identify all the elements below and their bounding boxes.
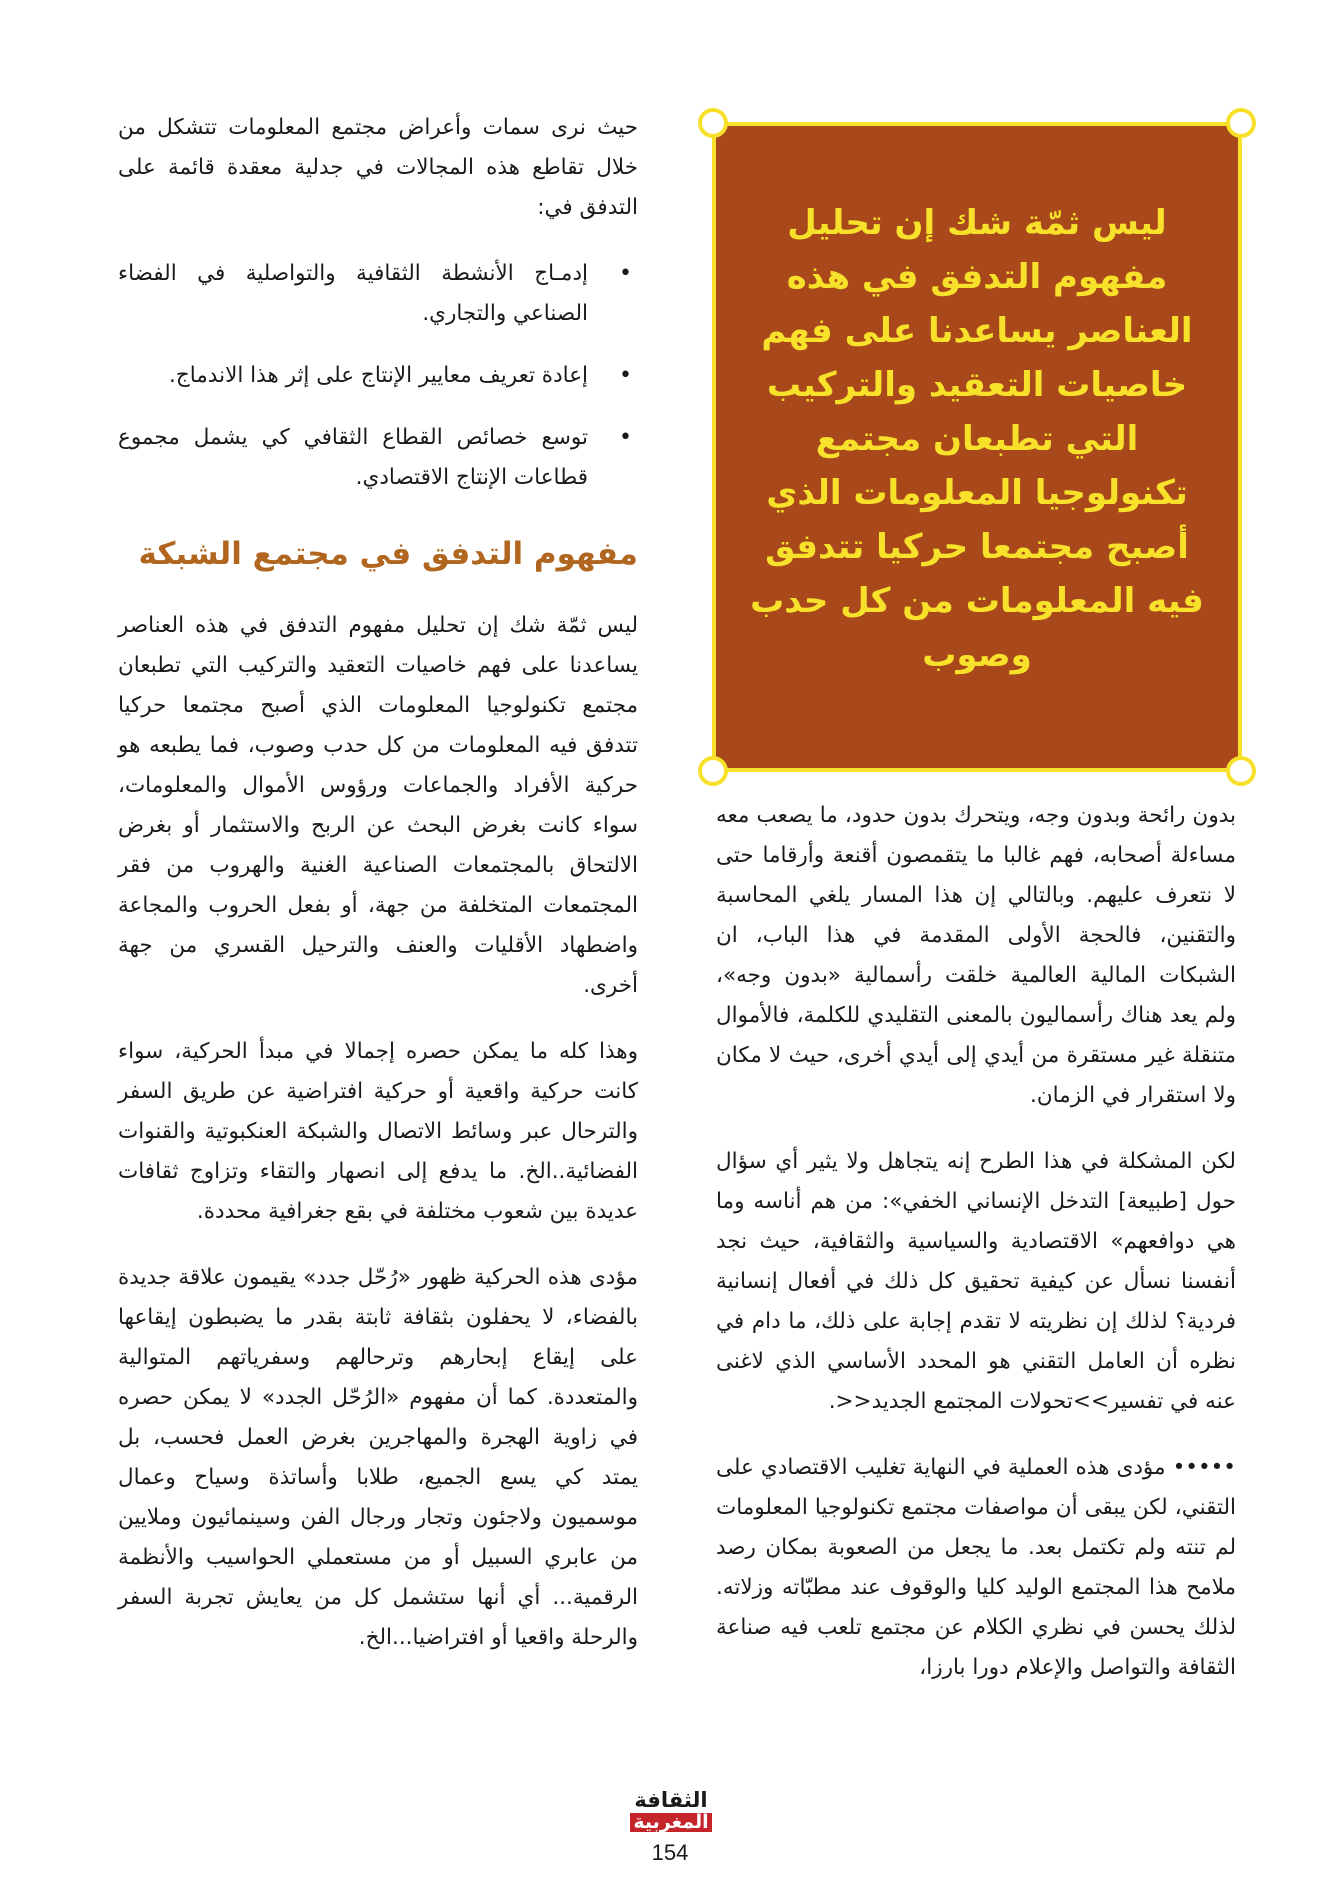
magazine-logo bbox=[630, 1790, 712, 1832]
logo-line-2: المغربية bbox=[630, 1813, 712, 1832]
body-paragraph: لكن المشكلة في هذا الطرح إنه يتجاهل ولا يثير أي سؤال حول [طبيعة] التدخل الإنساني الخفي»: من هم أناسه وما هي دوافعهم» الاقتصادية والسياسية والثقافية، حيث نجد أنفسنا نسأل عن كيفية تحقيق كل ذلك في أفعال إنسانية فردية؟ لذلك إن نظريته لا تقدم إجابة على ذلك، ما دام في نظره أن العامل التقني هو المحدد الأساسي الذي لاغنى عنه في تفسير>>تحولات المجتمع الجديد<<. bbox=[716, 1149, 1236, 1414]
bullet-text: إعادة تعريف معايير الإنتاج على إثر هذا الاندماج. bbox=[169, 363, 588, 388]
bullet-item bbox=[118, 418, 632, 498]
bullet-text: إدمـاج الأنشطة الثقافية والتواصلية في الفضاء الصناعي والتجاري. bbox=[118, 261, 588, 326]
bullet-text: توسع خصائص القطاع الثقافي كي يشمل مجموع قطاعات الإنتاج الاقتصادي. bbox=[118, 425, 588, 490]
bullet-list bbox=[118, 254, 638, 498]
body-paragraph: ••••• مؤدى هذه العملية في النهاية تغليب الاقتصادي على التقني، لكن يبقى أن مواصفات مجتمع تكنولوجيا المعلومات لم تنته ولم تكتمل بعد. ما يجعل من الصعوبة بمكان رصد ملامح هذا المجتمع الوليد كليا والوقوف عند مطبّاته وزلاته. لذلك يحسن في نظري الكلام عن مجتمع تلعب فيه صناعة الثقافة والتواصل والإعلام دورا بارزا، bbox=[716, 1455, 1236, 1680]
bullet-icon: • bbox=[619, 425, 632, 450]
left-column bbox=[118, 108, 638, 1684]
body-paragraph: وهذا كله ما يمكن حصره إجمالا في مبدأ الحركية، سواء كانت حركية واقعية أو حركية افتراضية عن طريق السفر والترحال عبر وسائط الاتصال والشبكة العنكبوتية والقنوات الفضائية..الخ. ما يدفع إلى انصهار والتقاء وتزاوج ثقافات عديدة بين شعوب مختلفة في بقع جغرافية محددة. bbox=[118, 1039, 638, 1224]
intro-paragraph: حيث نرى سمات وأعراض مجتمع المعلومات تتشكل من خلال تقاطع هذه المجالات في جدلية معقدة قائمة على التدفق في: bbox=[118, 115, 638, 220]
corner-notch bbox=[1226, 108, 1256, 138]
right-column bbox=[716, 796, 1236, 1714]
pull-quote-box bbox=[712, 122, 1242, 772]
bullet-item bbox=[118, 254, 632, 334]
logo-line-1: الثقافة bbox=[634, 1788, 708, 1812]
bullet-icon: • bbox=[619, 363, 632, 388]
body-paragraph: بدون رائحة وبدون وجه، ويتحرك بدون حدود، ما يصعب معه مساءلة أصحابه، فهم غالبا ما يتقمصون أقنعة وأرقاما حتى لا نتعرف عليهم. وبالتالي إن هذا المسار يلغي المحاسبة والتقنين، فالحجة الأولى المقدمة في هذا الباب، ان الشبكات المالية العالمية خلقت رأسمالية «بدون وجه»، ولم يعد هناك رأسماليون بالمعنى التقليدي للكلمة، فالأموال متنقلة غير مستقرة من أيدي إلى أيدي أخرى، حيث لا مكان ولا استقرار في الزمان. bbox=[716, 803, 1236, 1108]
pull-quote-text: ليس ثمّة شك إن تحليل مفهوم التدفق في هذه العناصر يساعدنا على فهم خاصيات التعقيد والتركيب التي تطبعان مجتمع تكنولوجيا المعلومات الذي أصبح مجتمعا حركيا تتدفق فيه المعلومات من كل حدب وصوب bbox=[750, 203, 1204, 675]
bullet-item bbox=[118, 356, 632, 396]
bullet-icon: • bbox=[619, 261, 632, 286]
corner-notch bbox=[1226, 756, 1256, 786]
body-paragraph: مؤدى هذه الحركية ظهور «رُحّل جدد» يقيمون علاقة جديدة بالفضاء، لا يحفلون بثقافة ثابتة بقدر ما يضبطون إيقاعها على إيقاع إبحارهم وترحالهم وسفرياتهم المتوالية والمتعددة. كما أن مفهوم «الرُحّل الجدد» لا يمكن حصره في زاوية الهجرة والمهاجرين بغرض العمل فحسب، بل يمتد كي يسع الجميع، طلابا وأساتذة وسياح وعمال موسميون ولاجئون وتجار ورجال الفن وسينمائيون وملايين من عابري السبيل أو من مستعملي الحواسيب والأنظمة الرقمية... أي أنها ستشمل كل من يعايش تجربة السفر والرحلة واقعيا أو افتراضيا...الخ. bbox=[118, 1265, 638, 1650]
corner-notch bbox=[698, 108, 728, 138]
page-number: 154 bbox=[651, 1840, 689, 1865]
corner-notch bbox=[698, 756, 728, 786]
body-paragraph: ليس ثمّة شك إن تحليل مفهوم التدفق في هذه العناصر يساعدنا على فهم خاصيات التعقيد والتركيب التي تطبعان مجتمع تكنولوجيا المعلومات الذي أصبح مجتمعا حركيا تتدفق فيه المعلومات من كل حدب وصوب، فما يطبعه هو حركية الأفراد والجماعات ورؤوس الأموال والمعلومات، سواء كانت بغرض البحث عن الربح والاستثمار أو بغرض الالتحاق بالمجتمعات الصناعية الغنية والهروب من فقر المجتمعات المتخلفة من جهة، أو بفعل الحروب والمجاعة واضطهاد الأقليات والعنف والترحيل القسري من جهة أخرى. bbox=[118, 613, 638, 998]
section-heading: مفهوم التدفق في مجتمع الشبكة bbox=[138, 536, 638, 572]
